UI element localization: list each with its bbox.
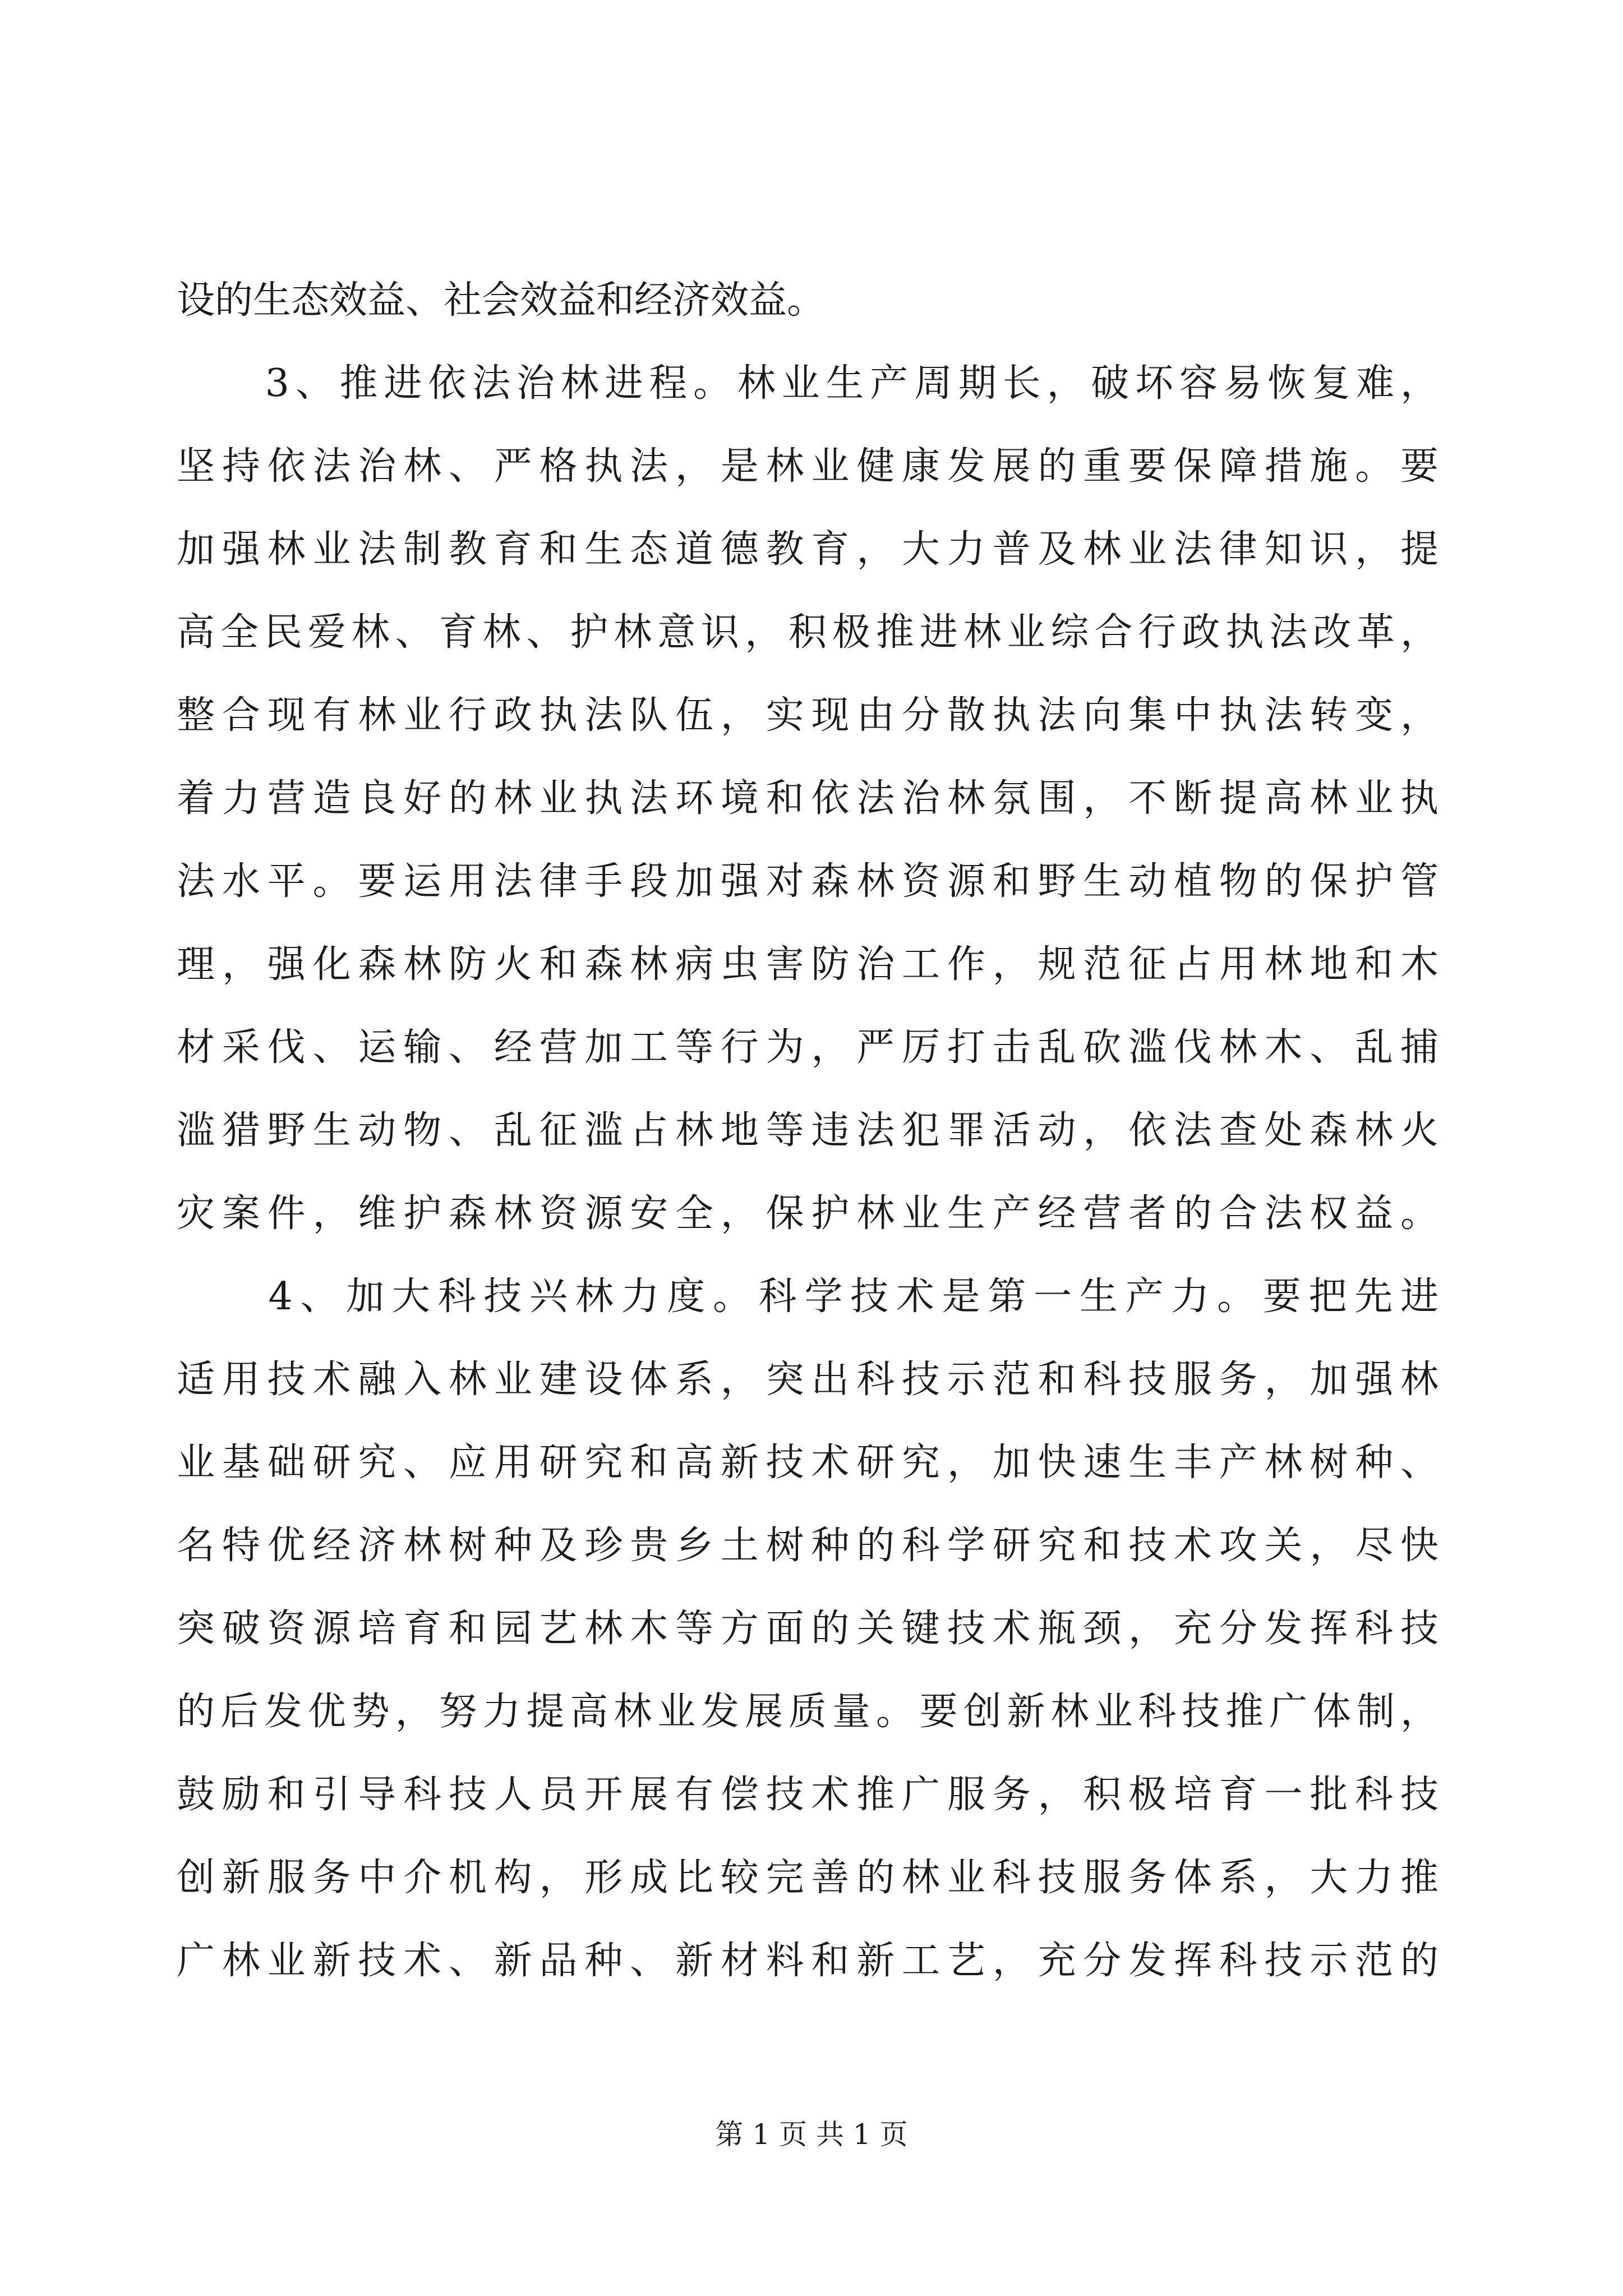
page-footer — [0, 2115, 1623, 2154]
text-line: 高全民爱林、育林、护林意识，积极推进林业综合行政执法改革， — [177, 610, 1438, 655]
text-line: 坚持依法治林、严格执法，是林业健康发展的重要保障措施。要 — [177, 444, 1438, 489]
text-line: 3、推进依法治林进程。林业生产周期长，破坏容易恢复难， — [177, 361, 1438, 406]
text-line: 业基础研究、应用研究和高新技术研究，加快速生丰产林树种、 — [177, 1441, 1438, 1485]
text-line: 材采伐、运输、经营加工等行为，严厉打击乱砍滥伐林木、乱捕 — [177, 1025, 1438, 1070]
text-line: 适用技术融入林业建设体系，突出科技示范和科技服务，加强林 — [177, 1358, 1438, 1402]
text-line: 灾案件，维护森林资源安全，保护林业生产经营者的合法权益。 — [177, 1191, 1438, 1236]
text-line: 着力营造良好的林业执法环境和依法治林氛围，不断提高林业执 — [177, 776, 1438, 821]
text-line: 突破资源培育和园艺林木等方面的关键技术瓶颈，充分发挥科技 — [177, 1607, 1438, 1651]
text-line: 理，强化森林防火和森林病虫害防治工作，规范征占用林地和木 — [177, 942, 1438, 987]
text-line: 滥猎野生动物、乱征滥占林地等违法犯罪活动，依法查处森林火 — [177, 1108, 1438, 1153]
page-indicator: 第 1 页 共 1 页 — [715, 2118, 908, 2151]
text-line: 4、加大科技兴林力度。科学技术是第一生产力。要把先进 — [177, 1274, 1438, 1319]
text-line: 名特优经济林树种及珍贵乡土树种的科学研究和技术攻关，尽快 — [177, 1524, 1438, 1568]
text-line: 创新服务中介机构，形成比较完善的林业科技服务体系，大力推 — [177, 1856, 1438, 1900]
text-line: 加强林业法制教育和生态道德教育，大力普及林业法律知识，提 — [177, 527, 1438, 572]
text-line: 鼓励和引导科技人员开展有偿技术推广服务，积极培育一批科技 — [177, 1773, 1438, 1817]
text-line: 广林业新技术、新品种、新材料和新工艺，充分发挥科技示范的 — [177, 1939, 1438, 1983]
text-line: 整合现有林业行政执法队伍，实现由分散执法向集中执法转变， — [177, 693, 1438, 738]
document-body — [177, 259, 1438, 2003]
text-line: 法水平。要运用法律手段加强对森林资源和野生动植物的保护管 — [177, 859, 1438, 904]
text-line: 的后发优势，努力提高林业发展质量。要创新林业科技推广体制， — [177, 1690, 1438, 1734]
text-line: 设的生态效益、社会效益和经济效益。 — [177, 278, 826, 323]
